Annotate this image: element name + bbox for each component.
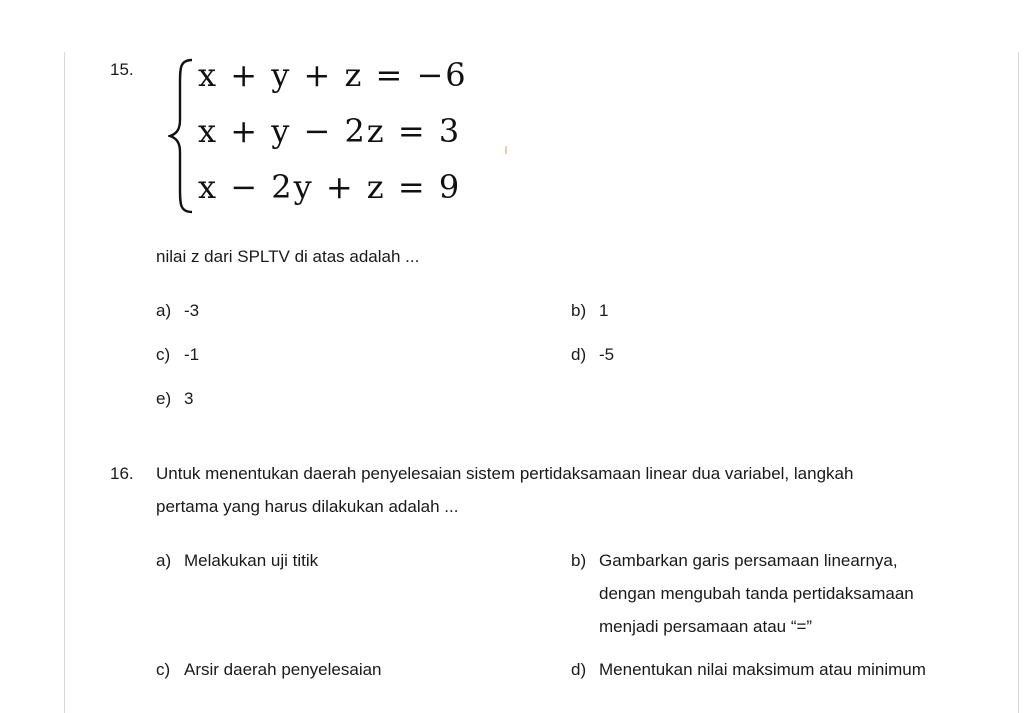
equation-3: x − 2y + z = 9 (198, 168, 462, 206)
option-letter: d) (571, 660, 587, 679)
option-letter: c) (156, 345, 171, 364)
option-letter: b) (571, 551, 587, 570)
option-text: Arsir daerah penyelesaian (184, 660, 382, 679)
question-number: 15. (110, 60, 134, 79)
option-text: 3 (184, 389, 194, 408)
option-text-line-2: dengan mengubah tanda pertidaksamaan (599, 584, 914, 603)
option-text-line-3: menjadi persamaan atau “=” (599, 617, 813, 636)
option-text: -3 (184, 301, 200, 320)
option-letter: a) (156, 301, 172, 320)
option-text: Menentukan nilai maksimum atau minimum (599, 660, 926, 679)
option-text: -1 (184, 345, 200, 364)
scan-mark (505, 146, 507, 154)
option-text: Melakukan uji titik (184, 551, 319, 570)
option-text: -5 (599, 345, 615, 364)
option-letter: b) (571, 301, 587, 320)
equation-system (168, 56, 508, 216)
equation-2: x + y − 2z = 3 (198, 112, 462, 150)
question-text-line-1: Untuk menentukan daerah penyelesaian sistem pertidaksamaan linear dua variabel, langkah (156, 464, 854, 483)
option-letter: a) (156, 551, 172, 570)
equation-1: x + y + z = −6 (198, 56, 468, 94)
option-letter: d) (571, 345, 587, 364)
question-text-line-2: pertama yang harus dilakukan adalah ... (156, 497, 459, 516)
option-letter: c) (156, 660, 171, 679)
question-text: nilai z dari SPLTV di atas adalah ... (156, 247, 420, 266)
option-text-line-1: Gambarkan garis persamaan linearnya, (599, 551, 898, 570)
option-letter: e) (156, 389, 172, 408)
left-margin-line (64, 52, 65, 713)
right-margin-line (1018, 52, 1019, 713)
question-number: 16. (110, 464, 134, 483)
curly-brace-icon (168, 56, 196, 216)
option-text: 1 (599, 301, 609, 320)
